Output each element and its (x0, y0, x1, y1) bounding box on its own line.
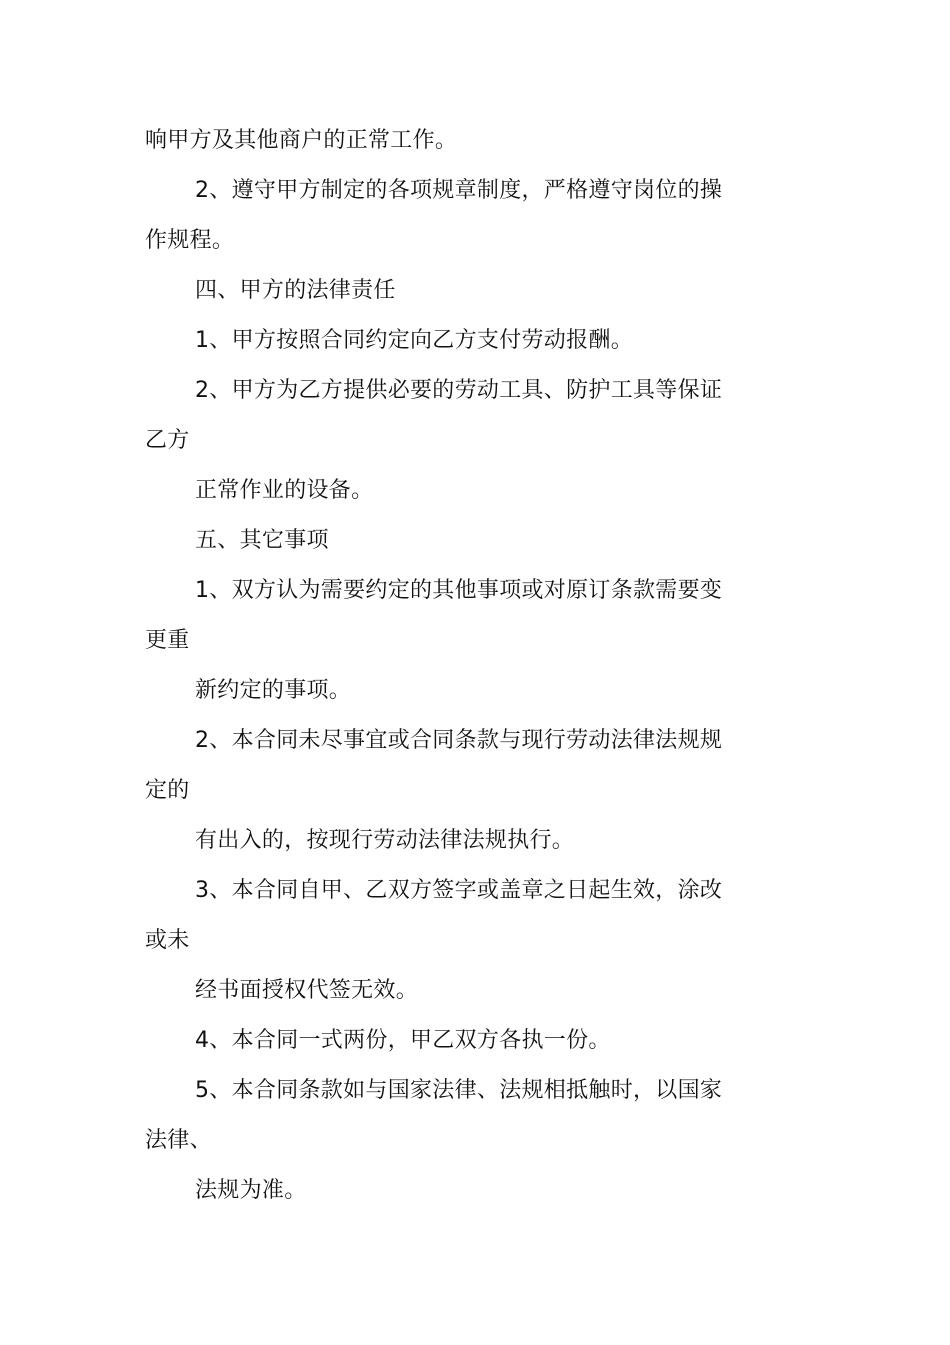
section-heading: 四、甲方的法律责任 (195, 278, 396, 303)
text-line: 乙方 (145, 428, 190, 453)
text-line: 正常作业的设备。 (195, 478, 374, 503)
text-line: 2、甲方为乙方提供必要的劳动工具、防护工具等保证 (195, 378, 723, 403)
text-line: 2、本合同未尽事宜或合同条款与现行劳动法律法规规 (195, 728, 723, 753)
text-line: 作规程。 (145, 228, 235, 253)
text-line: 5、本合同条款如与国家法律、法规相抵触时，以国家 (195, 1078, 723, 1103)
text-line: 4、本合同一式两份，甲乙双方各执一份。 (195, 1028, 611, 1053)
text-line: 有出入的，按现行劳动法律法规执行。 (195, 828, 575, 853)
text-line: 法规为准。 (195, 1178, 307, 1203)
text-line: 1、双方认为需要约定的其他事项或对原订条款需要变 (195, 578, 723, 603)
text-line: 经书面授权代签无效。 (195, 978, 419, 1003)
text-line: 法律、 (145, 1128, 212, 1153)
text-line: 3、本合同自甲、乙双方签字或盖章之日起生效，涂改 (195, 878, 723, 903)
text-line: 更重 (145, 628, 190, 653)
text-line: 定的 (145, 778, 190, 803)
section-heading: 五、其它事项 (195, 528, 329, 553)
text-line: 2、遵守甲方制定的各项规章制度，严格遵守岗位的操 (195, 178, 723, 203)
text-line: 或未 (145, 928, 190, 953)
text-line: 1、甲方按照合同约定向乙方支付劳动报酬。 (195, 328, 633, 353)
text-line: 新约定的事项。 (195, 678, 352, 703)
text-line: 响甲方及其他商户的正常工作。 (145, 128, 458, 153)
